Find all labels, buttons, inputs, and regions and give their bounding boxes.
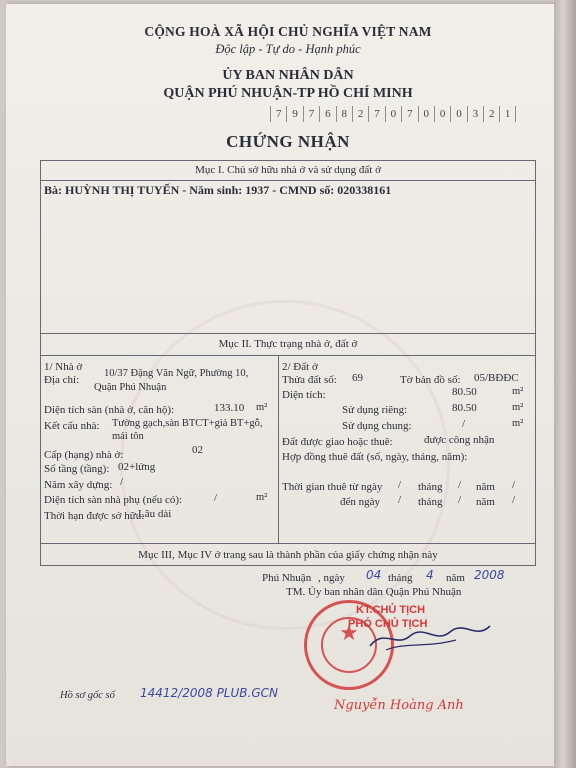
section2-heading: Mục II. Thực trạng nhà ở, đất ở bbox=[218, 338, 358, 350]
year-built-value: / bbox=[120, 476, 124, 488]
land-area-value: 80.50 bbox=[452, 386, 477, 398]
file-number-label: Hồ sơ gốc số bbox=[60, 690, 115, 701]
date-year-label: năm bbox=[446, 572, 465, 584]
divider bbox=[40, 355, 536, 356]
year-built-label: Năm xây dựng: bbox=[44, 479, 113, 491]
unit-m2: m² bbox=[256, 492, 268, 503]
land-label: 2/ Đất ở bbox=[282, 361, 318, 373]
book-spine bbox=[554, 0, 576, 768]
signer-name: Nguyễn Hoàng Anh bbox=[334, 698, 464, 713]
handwritten-signature bbox=[366, 618, 496, 658]
lease-to-month-label: tháng bbox=[418, 496, 443, 508]
lease-from-month-label: tháng bbox=[418, 481, 443, 493]
national-motto: Độc lập - Tự do - Hạnh phúc bbox=[215, 42, 361, 56]
date-month-label: tháng bbox=[388, 572, 413, 584]
parcel-value: 69 bbox=[352, 372, 363, 384]
official-red-seal: ★ bbox=[304, 600, 394, 690]
unit-m2: m² bbox=[512, 402, 524, 413]
date-day-label: , ngày bbox=[318, 572, 345, 584]
grade-label: Cấp (hạng) nhà ở: bbox=[44, 449, 124, 461]
allocation-label: Đất được giao hoặc thuê: bbox=[282, 436, 393, 448]
lease-from-month: / bbox=[458, 479, 462, 491]
serial-digit: 0 bbox=[434, 106, 450, 122]
unit-m2: m² bbox=[256, 402, 268, 413]
private-use-value: 80.50 bbox=[452, 402, 477, 414]
grade-value: 02 bbox=[192, 444, 203, 456]
serial-digit: 0 bbox=[385, 106, 401, 122]
position-vice-chair-delegate: KT.CHỦ TỊCH bbox=[356, 604, 426, 616]
committee-title: ỦY BAN NHÂN DÂN bbox=[222, 68, 354, 83]
position-vice-chair: PHÓ CHỦ TỊCH bbox=[348, 618, 428, 630]
serial-digit: 7 bbox=[303, 106, 319, 122]
lease-from-year-label: năm bbox=[476, 481, 495, 493]
lease-to-year-label: năm bbox=[476, 496, 495, 508]
place: Phú Nhuận bbox=[262, 572, 312, 584]
lease-from-year: / bbox=[512, 479, 516, 491]
column-divider bbox=[278, 355, 279, 543]
on-behalf-of: TM. Ủy ban nhân dân Quận Phú Nhuận bbox=[286, 586, 462, 598]
serial-digit: 2 bbox=[352, 106, 368, 122]
lease-to-label: đến ngày bbox=[340, 496, 381, 508]
serial-number-boxes bbox=[270, 106, 516, 122]
date-day: 04 bbox=[366, 568, 382, 582]
floors-label: Số tầng (tầng): bbox=[44, 463, 110, 475]
unit-m2: m² bbox=[512, 386, 524, 397]
private-use-label: Sử dụng riêng: bbox=[342, 404, 408, 416]
structure-value-line2: mái tôn bbox=[112, 431, 144, 442]
aux-area-label: Diện tích sàn nhà phụ (nếu có): bbox=[44, 494, 183, 506]
lease-from-day: / bbox=[398, 479, 402, 491]
serial-digit: 3 bbox=[467, 106, 483, 122]
allocation-value: được công nhận bbox=[424, 434, 495, 446]
divider bbox=[40, 543, 536, 544]
national-title: CỘNG HOÀ XÃ HỘI CHỦ NGHĨA VIỆT NAM bbox=[144, 24, 432, 39]
date-year: 2008 bbox=[474, 568, 505, 582]
divider bbox=[40, 180, 536, 181]
floor-area-value: 133.10 bbox=[214, 402, 245, 414]
serial-digit: 2 bbox=[483, 106, 499, 122]
house-label: 1/ Nhà ở bbox=[44, 361, 83, 373]
serial-digit: 0 bbox=[450, 106, 466, 122]
lease-to-month: / bbox=[458, 494, 462, 506]
divider bbox=[40, 333, 536, 334]
shared-use-label: Sử dụng chung: bbox=[342, 420, 412, 432]
serial-digit: 1 bbox=[499, 106, 515, 122]
shared-use-value: / bbox=[462, 418, 466, 430]
ownership-term-label: Thời hạn được sở hữu: bbox=[44, 510, 145, 522]
map-sheet-label: Tờ bản đồ số: bbox=[400, 374, 461, 386]
section1-heading: Mục I. Chủ sở hữu nhà ở và sử dụng đất ở bbox=[195, 164, 381, 176]
serial-digit: 7 bbox=[401, 106, 417, 122]
parcel-label: Thửa đất số: bbox=[282, 374, 337, 386]
land-area-label: Diện tích: bbox=[282, 389, 326, 401]
unit-m2: m² bbox=[512, 418, 524, 429]
date-month: 4 bbox=[426, 568, 434, 582]
structure-value-line1: Tường gạch,sàn BTCT+giả BT+gỗ, bbox=[112, 418, 263, 429]
ownership-term-value: Lâu dài bbox=[138, 508, 172, 520]
map-sheet-value: 05/BĐĐC bbox=[474, 372, 519, 384]
serial-digit: 6 bbox=[319, 106, 335, 122]
lease-from-label: Thời gian thuê từ ngày bbox=[282, 481, 383, 493]
lease-to-year: / bbox=[512, 494, 516, 506]
certificate-title: CHỨNG NHẬN bbox=[226, 132, 350, 151]
district-title: QUẬN PHÚ NHUẬN-TP HỒ CHÍ MINH bbox=[163, 86, 413, 101]
serial-digit: 8 bbox=[336, 106, 352, 122]
serial-digit: 9 bbox=[286, 106, 302, 122]
address-label: Địa chỉ: bbox=[44, 374, 80, 386]
aux-area-value: / bbox=[214, 492, 218, 504]
serial-digit: 0 bbox=[418, 106, 434, 122]
structure-label: Kết cấu nhà: bbox=[44, 420, 100, 432]
serial-digit: 7 bbox=[368, 106, 384, 122]
owner-info: Bà: HUỲNH THỊ TUYẾN - Năm sinh: 1937 - CMND số: 020338161 bbox=[44, 183, 392, 197]
floor-area-label: Diện tích sàn (nhà ở, căn hộ): bbox=[44, 404, 175, 416]
address-line2: Quận Phú Nhuận bbox=[94, 382, 167, 393]
file-number-value: 14412/2008 PLUB.GCN bbox=[140, 686, 278, 700]
lease-contract-label: Hợp đồng thuê đất (số, ngày, tháng, năm): bbox=[282, 451, 468, 463]
section3-note: Mục III, Mục IV ở trang sau là thành phần của giấy chứng nhận này bbox=[138, 549, 438, 561]
floors-value: 02+lửng bbox=[118, 461, 156, 473]
lease-to-day: / bbox=[398, 494, 402, 506]
address-line1: 10/37 Đặng Văn Ngữ, Phường 10, bbox=[104, 368, 249, 379]
serial-digit: 7 bbox=[270, 106, 286, 122]
